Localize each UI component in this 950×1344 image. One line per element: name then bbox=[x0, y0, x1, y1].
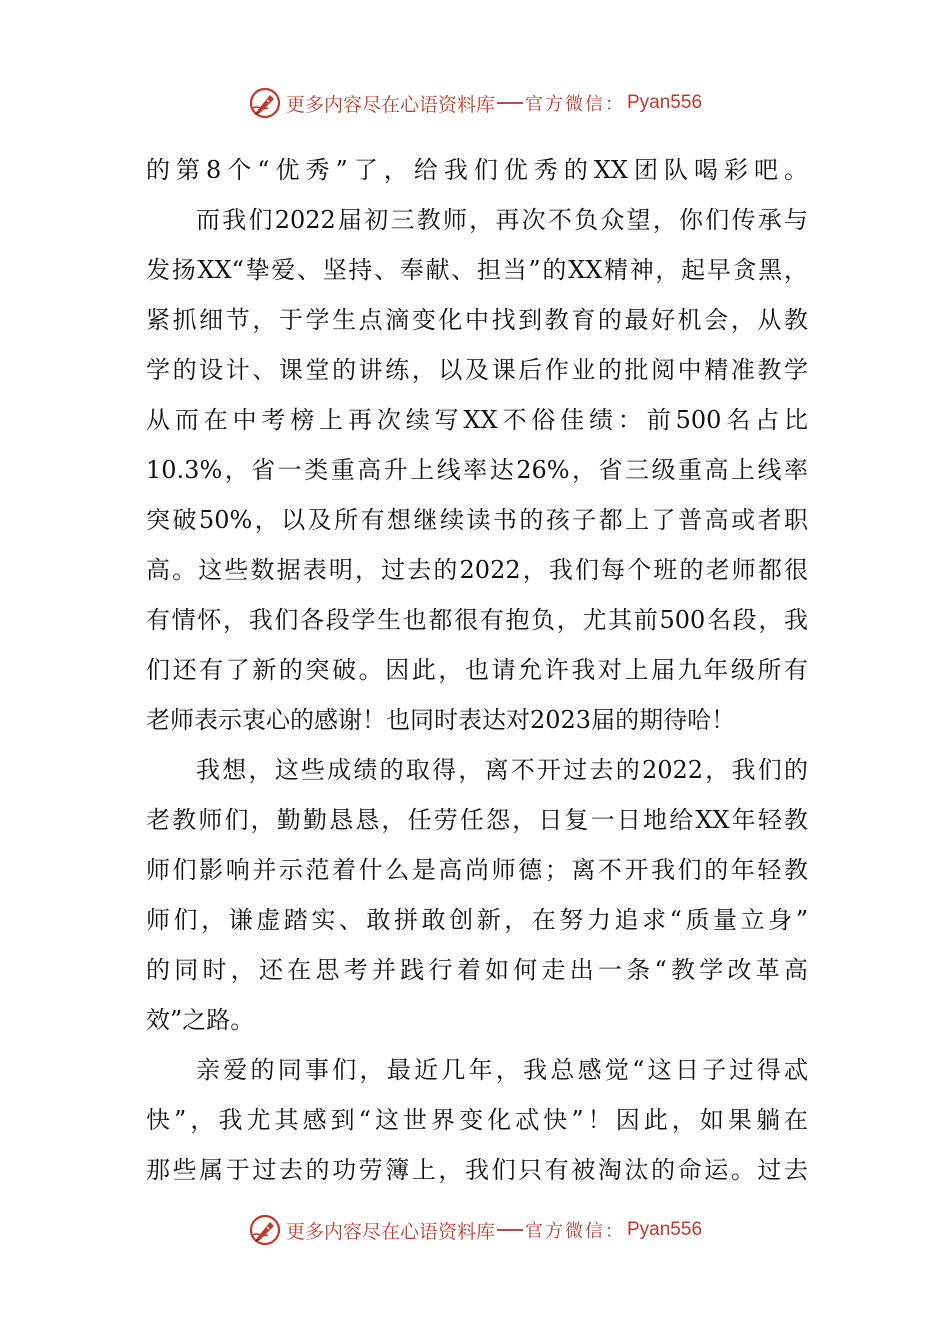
footer-watermark bbox=[0, 1210, 950, 1250]
text-line: 10.3%，省一类重高升上线率达26%，省三级重高上线率 bbox=[146, 456, 808, 484]
text-line: 的第8个“优秀”了，给我们优秀的XX团队喝彩吧。 bbox=[146, 156, 808, 184]
text-line: 亲爱的同事们，最近几年，我总感觉“这日子过得忒 bbox=[196, 1056, 808, 1084]
watermark-label: 官方微信： bbox=[525, 94, 625, 115]
text-line: 突破50%，以及所有想继续读书的孩子都上了普高或者职 bbox=[146, 506, 808, 534]
text-line: 那些属于过去的功劳簿上，我们只有被淘汰的命运。过去 bbox=[146, 1156, 808, 1184]
text-line: 从而在中考榜上再次续写XX不俗佳绩：前500名占比 bbox=[146, 406, 808, 434]
text-line: 的同时，还在思考并践行着如何走出一条“教学改革高 bbox=[146, 956, 808, 984]
watermark-label: 官方微信： bbox=[525, 1221, 625, 1242]
text-line: 而我们2022届初三教师，再次不负众望，你们传承与 bbox=[196, 206, 808, 234]
document-body bbox=[146, 145, 808, 1195]
pen-nib-logo-icon bbox=[248, 1213, 282, 1247]
text-line: 我想，这些成绩的取得，离不开过去的2022，我们的 bbox=[196, 756, 808, 784]
text-line: 紧抓细节，于学生点滴变化中找到教育的最好机会，从教 bbox=[146, 306, 808, 334]
header-watermark bbox=[0, 83, 950, 123]
watermark-dash bbox=[497, 102, 523, 104]
text-line: 效”之路。 bbox=[146, 1006, 255, 1034]
text-line: 师们，谦虚踏实、敢拼敢创新，在努力追求“质量立身” bbox=[146, 906, 808, 934]
watermark-wechat-id: Pyan556 bbox=[627, 92, 703, 113]
text-line: 们还有了新的突破。因此，也请允许我对上届九年级所有 bbox=[146, 656, 808, 684]
watermark-wechat-id: Pyan556 bbox=[627, 1219, 703, 1240]
text-line: 学的设计、课堂的讲练，以及课后作业的批阅中精准教学 bbox=[146, 356, 808, 384]
text-line: 发扬XX“挚爱、坚持、奉献、担当”的XX精神，起早贪黑， bbox=[146, 256, 808, 284]
watermark-dash bbox=[497, 1229, 523, 1231]
text-line: 老师表示衷心的感谢！也同时表达对2023届的期待哈！ bbox=[146, 706, 736, 734]
text-line: 老教师们，勤勤恳恳，任劳任怨，日复一日地给XX年轻教 bbox=[146, 806, 808, 834]
text-line: 高。这些数据表明，过去的2022，我们每个班的老师都很 bbox=[146, 556, 808, 584]
text-line: 快”，我尤其感到“这世界变化忒快”！因此，如果躺在 bbox=[146, 1106, 808, 1134]
pen-nib-logo-icon bbox=[248, 86, 282, 120]
watermark-brand: 更多内容尽在心语资料库 bbox=[285, 93, 495, 116]
text-line: 有情怀，我们各段学生也都很有抱负，尤其前500名段，我 bbox=[146, 606, 808, 634]
watermark-brand: 更多内容尽在心语资料库 bbox=[285, 1220, 495, 1243]
text-line: 师们影响并示范着什么是高尚师德；离不开我们的年轻教 bbox=[146, 856, 808, 884]
